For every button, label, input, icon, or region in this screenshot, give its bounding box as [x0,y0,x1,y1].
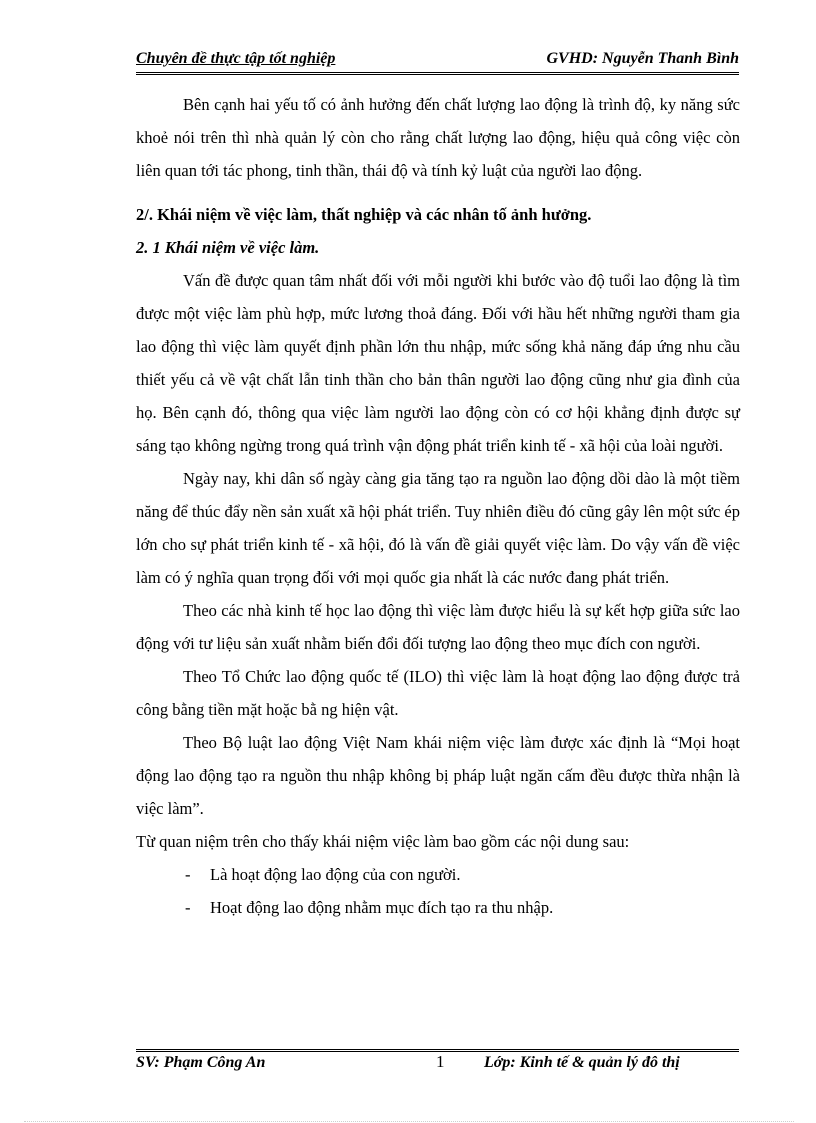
section-heading: 2/. Khái niệm về việc làm, thất nghiệp và các nhân tố ảnh hưởng. [136,205,592,224]
page-footer [136,1054,739,1078]
list-dash: - [185,865,191,884]
document-body [136,88,740,924]
list-item-text: Hoạt động lao động nhằm mục đích tạo ra thu nhập. [210,898,554,917]
list-item [136,891,740,924]
paragraph-population-growth: Ngày nay, khi dân số ngày càng gia tăng tạo ra nguồn lao động dồi dào là một tiềm năng để thúc đẩy nền sản xuất xã hội phát triển. Tuy nhiên điều đó cũng gây lên một sức ép lớn cho sự phát triển kinh tế - xã hội, đó là vấn đề giải quyết việc làm. Do vậy vấn đề việc làm có ý nghĩa quan trọng đối với mọi quốc gia nhất là các nước đang phát triển. [136,469,740,587]
paragraph-labor-code-definition: Theo Bộ luật lao động Việt Nam khái niệm việc làm được xác định là “Mọi hoạt động lao động tạo ra nguồn thu nhập không bị pháp luật ngăn cấm đều được thừa nhận là việc làm”. [136,733,740,818]
paragraph-summary-lead: Từ quan niệm trên cho thấy khái niệm việc làm bao gồm các nội dung sau: [136,832,630,851]
page-header [136,48,739,72]
footer-student: SV: Phạm Công An [136,1054,266,1071]
paragraph-intro: Bên cạnh hai yếu tố có ảnh hưởng đến chất lượng lao động là trình độ, ky năng sức khoẻ nói trên thì nhà quản lý còn cho rằng chất lượng lao động, hiệu quả công việc còn liên quan tới tác phong, tinh thần, thái độ và tính kỷ luật của người lao động. [136,95,740,180]
list-item [136,858,740,891]
footer-class: Lớp: Kinh tế & quản lý đô thị [484,1054,680,1071]
list-item-text: Là hoạt động lao động của con người. [210,865,461,884]
header-advisor: GVHD: Nguyễn Thanh Bình [546,50,739,67]
page-bottom-edge [24,1121,794,1122]
list-dash: - [185,898,191,917]
paragraph-gap [136,187,740,198]
header-document-title: Chuyên đề thực tập tốt nghiệp [136,50,336,67]
paragraph-economists-definition: Theo các nhà kinh tế học lao động thì việc làm được hiểu là sự kết hợp giữa sức lao động với tư liệu sản xuất nhằm biến đổi đối tượng lao động theo mục đích con người. [136,601,740,653]
page-number: 1 [436,1052,445,1071]
header-divider [136,72,739,75]
paragraph-employment-importance: Vấn đề được quan tâm nhất đối với mỗi người khi bước vào độ tuổi lao động là tìm được một việc làm phù hợp, mức lương thoả đáng. Đối với hầu hết những người tham gia lao động thì việc làm quyết định phần lớn thu nhập, mức sống khả năng đáp ứng nhu cầu thiết yếu cả về vật chất lẫn tinh thần cho bản thân người lao động cũng như gia đình của họ. Bên cạnh đó, thông qua việc làm người lao động còn có cơ hội khẳng định được sự sáng tạo không ngừng trong quá trình vận động phát triển kinh tế - xã hội của loài người. [136,271,740,455]
paragraph-ilo-definition: Theo Tổ Chức lao động quốc tế (ILO) thì việc làm là hoạt động lao động được trả công bằng tiền mặt hoặc bằ ng hiện vật. [136,667,740,719]
subsection-heading: 2. 1 Khái niệm về việc làm. [136,238,320,257]
